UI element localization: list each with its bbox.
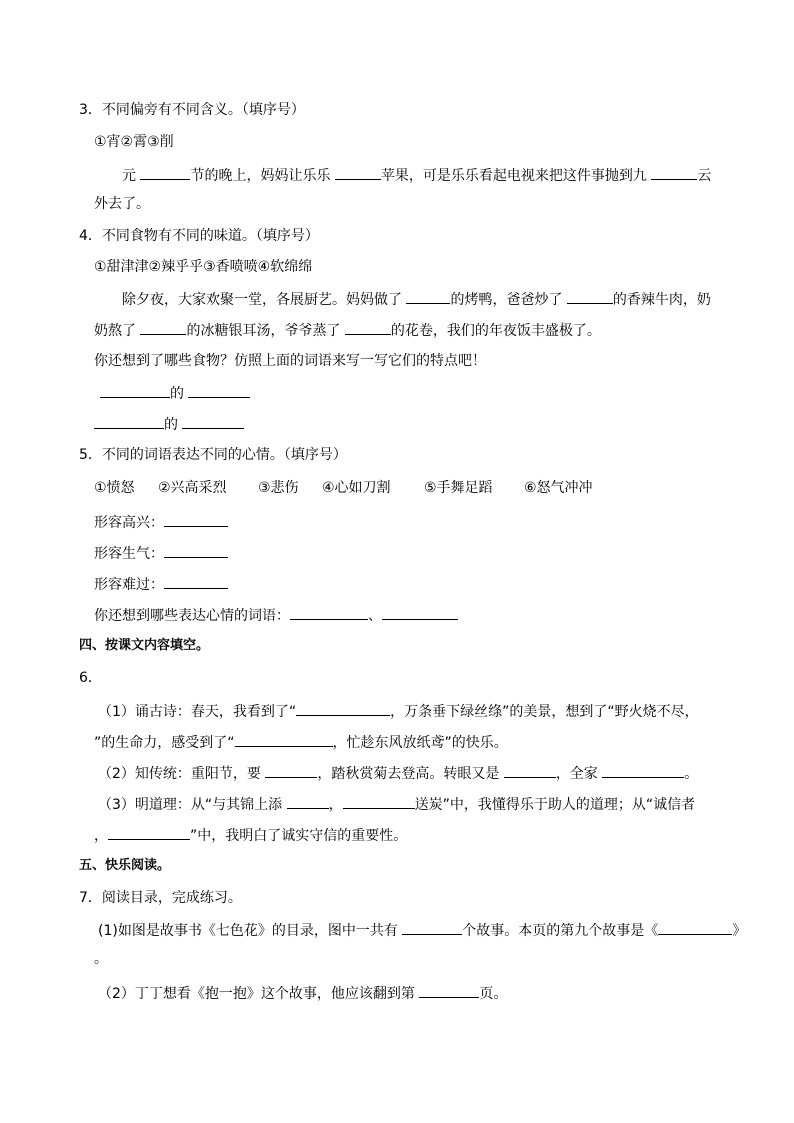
q5-option-5: ⑤手舞足蹈: [424, 480, 493, 496]
q6-text: 送炭”中，我懂得乐于助人的道理；从“诚信者: [414, 797, 696, 813]
q6-number: 6．: [79, 670, 102, 686]
q6-text: ，忙趁东风放纸鸢”的快乐。: [332, 735, 508, 751]
q6-text: ，: [94, 828, 108, 844]
q4-de: 的: [164, 417, 183, 433]
q4-paragraph-line2: [94, 320, 601, 340]
section-5-heading: 五、快乐阅读。: [79, 858, 171, 873]
answer-blank[interactable]: [567, 289, 613, 304]
q5-title: 5．不同的词语表达不同的心情。（填序号）: [79, 447, 347, 463]
q4-title: 4．不同食物有不同的味道。（填序号）: [79, 228, 319, 244]
answer-blank[interactable]: [140, 320, 186, 335]
answer-blank[interactable]: [504, 763, 556, 778]
q3-text-d: 云: [697, 168, 712, 184]
q4-fill-line1: [100, 383, 250, 403]
answer-blank[interactable]: [164, 543, 228, 558]
q4-fill-line2: [94, 414, 244, 434]
q7-text: (1)如图是故事书《七色花》的目录，图中一共有: [98, 923, 403, 939]
q5-happy-label: 形容高兴：: [94, 515, 164, 531]
q4-text: 的冰糖银耳汤，爷爷蒸了: [186, 323, 345, 339]
q3-text-a: 元: [122, 168, 141, 184]
q3-text-c: 苹果，可是乐乐看起电视来把这件事抛到九: [380, 168, 652, 184]
q4-text: 除夕夜，大家欢聚一堂，各展厨艺。妈妈做了: [122, 292, 407, 308]
q6-line3: [98, 763, 698, 783]
q6-text: ”的生命力，感受到了“: [94, 735, 235, 751]
answer-blank[interactable]: [140, 165, 190, 180]
q7-line2: 。: [94, 951, 108, 967]
q3-sentence-line1: [122, 165, 711, 185]
q5-sad-label: 形容难过：: [94, 577, 164, 593]
answer-blank[interactable]: [419, 983, 479, 998]
q4-extra-prompt: 你还想到了哪些食物？仿照上面的词语来写一写它们的特点吧！: [94, 353, 486, 369]
q7-title: 7．阅读目录，完成练习。: [79, 890, 242, 906]
q4-text: 奶熬了: [94, 323, 141, 339]
answer-blank[interactable]: [343, 794, 415, 809]
q6-line1: [98, 701, 699, 721]
q6-line5: [94, 825, 407, 845]
answer-blank[interactable]: [296, 701, 390, 716]
answer-blank[interactable]: [406, 289, 450, 304]
answer-blank[interactable]: [182, 414, 244, 429]
answer-blank[interactable]: [345, 320, 391, 335]
q6-text: ”中，我明白了诚实守信的重要性。: [190, 828, 408, 844]
q5-option-4: ④心如刀割: [322, 480, 391, 496]
q6-text: 。: [684, 766, 699, 782]
answer-blank[interactable]: [188, 383, 250, 398]
q7-text: （2）丁丁想看《抱一抱》这个故事，他应该翻到第: [98, 986, 420, 1002]
q6-line4: [98, 794, 695, 814]
q5-option-1: ①愤怒: [94, 480, 135, 496]
q5-sep: 、: [368, 608, 382, 624]
q7-line3: [98, 983, 507, 1003]
answer-blank[interactable]: [100, 383, 170, 398]
q6-text: （3）明道理：从“与其锦上添: [98, 797, 287, 813]
q6-text: （2）知传统：重阳节，要: [98, 766, 266, 782]
q6-line2: [94, 732, 508, 752]
q7-text: 页。: [479, 986, 508, 1002]
q5-angry-label: 形容生气：: [94, 546, 164, 562]
q6-text: ，: [328, 797, 343, 813]
answer-blank[interactable]: [164, 512, 228, 527]
q4-de: 的: [170, 386, 189, 402]
answer-blank[interactable]: [108, 825, 190, 840]
q6-text: （1）诵古诗：春天，我看到了“: [98, 704, 297, 720]
q5-happy-row: [94, 512, 228, 532]
q4-text: 的烤鸭，爸爸炒了: [450, 292, 567, 308]
q3-text-b: 节的晚上，妈妈让乐乐: [190, 168, 335, 184]
q7-text: 个故事。本页的第九个故事是《: [462, 923, 659, 939]
q7-text: 》: [732, 923, 747, 939]
q5-option-6: ⑥怒气冲冲: [524, 480, 593, 496]
answer-blank[interactable]: [658, 920, 732, 935]
answer-blank[interactable]: [235, 732, 333, 747]
q4-paragraph-line1: [122, 289, 711, 309]
answer-blank[interactable]: [287, 794, 329, 809]
q6-text: ，万条垂下绿丝绦”的美景，想到了“野火烧不尽，: [390, 704, 699, 720]
answer-blank[interactable]: [602, 763, 684, 778]
q5-option-2: ②兴高采烈: [158, 480, 227, 496]
answer-blank[interactable]: [382, 605, 458, 620]
q6-text: ，踏秋赏菊去登高。转眼又是: [317, 766, 504, 782]
q3-sentence-line2: 外去了。: [94, 196, 150, 212]
q4-text: 的花卷，我们的年夜饭丰盛极了。: [390, 323, 601, 339]
answer-blank[interactable]: [651, 165, 697, 180]
answer-blank[interactable]: [265, 763, 317, 778]
q4-text: 的香辣牛肉，奶: [612, 292, 711, 308]
answer-blank[interactable]: [94, 414, 164, 429]
answer-blank[interactable]: [402, 920, 462, 935]
q4-options: ①甜津津②辣乎乎③香喷喷④软绵绵: [94, 259, 313, 275]
q6-text: ，全家: [555, 766, 603, 782]
q5-extra-label: 你还想到哪些表达心情的词语：: [94, 608, 290, 624]
q3-title: 3．不同偏旁有不同含义。（填序号）: [79, 102, 305, 118]
answer-blank[interactable]: [164, 574, 228, 589]
answer-blank[interactable]: [290, 605, 368, 620]
q5-extra-row: [94, 605, 458, 625]
section-4-heading: 四、按课文内容填空。: [79, 638, 210, 653]
q5-angry-row: [94, 543, 228, 563]
q5-sad-row: [94, 574, 228, 594]
q3-options: ①宵②霄③削: [94, 134, 174, 150]
answer-blank[interactable]: [335, 165, 381, 180]
q7-line1: [98, 920, 746, 940]
q5-option-3: ③悲伤: [258, 480, 299, 496]
